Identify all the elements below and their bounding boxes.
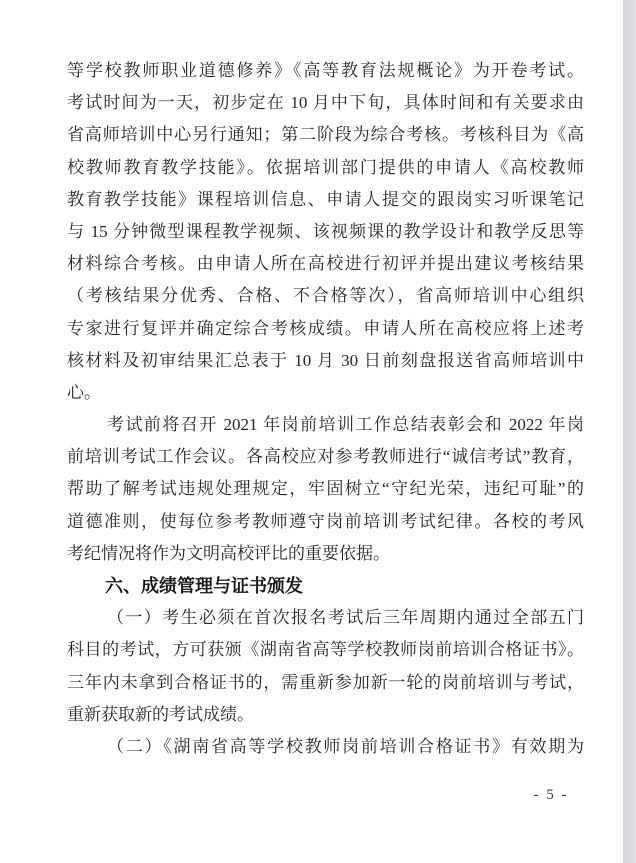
text-line: 考试时间为一天，初步定在 10 月中下旬，具体时间和有关要求由 bbox=[67, 93, 584, 113]
text-line: 重新获取新的考试成绩。 bbox=[67, 704, 254, 724]
text-line: 与 15 分钟微型课程教学视频、该视频课的教学设计和教学反思等 bbox=[67, 221, 584, 241]
text-line: 心。 bbox=[67, 382, 101, 402]
text-line: 校教师教育教学技能》。依据培训部门提供的申请人《高校教师 bbox=[67, 157, 584, 177]
text-line: 等学校教师职业道德修养》《高等教育法规概论》为开卷考试。 bbox=[67, 61, 584, 80]
text-line: （二）《湖南省高等学校教师岗前培训合格证书》有效期为 bbox=[107, 736, 584, 756]
text-line: 省高师培训中心另行通知；第二阶段为综合考核。考核科目为《高 bbox=[67, 125, 584, 145]
text-line: 材料综合考核。由申请人所在高校进行初评并提出建议考核结果 bbox=[67, 254, 584, 274]
text-line: 核材料及初审结果汇总表于 10 月 30 日前刻盘报送省高师培训中 bbox=[67, 350, 584, 370]
text-line: 前培训考试工作会议。各高校应对参考教师进行“诚信考试”教育， bbox=[67, 447, 584, 467]
text-line: 专家进行复评并确定综合考核成绩。申请人所在高校应将上述考 bbox=[67, 318, 584, 338]
text-line: 道德准则，使每位参考教师遵守岗前培训考试纪律。各校的考风 bbox=[67, 511, 584, 531]
text-line: 考纪情况将作为文明高校评比的重要依据。 bbox=[67, 543, 390, 563]
text-line: 科目的考试，方可获颁《湖南省高等学校教师岗前培训合格证书》。 bbox=[67, 640, 584, 660]
text-line: （考核结果分优秀、合格、不合格等次），省高师培训中心组织 bbox=[67, 286, 584, 306]
text-line: 三年内未拿到合格证书的，需重新参加新一轮的岗前培训与考试， bbox=[67, 672, 584, 692]
scan-edge-shadow bbox=[623, 0, 636, 863]
text-line: （一）考生必须在首次报名考试后三年周期内通过全部五门 bbox=[107, 608, 584, 628]
text-line: 考试前将召开 2021 年岗前培训工作总结表彰会和 2022 年岗 bbox=[107, 415, 584, 435]
text-line: 帮助了解考试违规处理规定，牢固树立“守纪光荣，违纪可耻”的 bbox=[67, 479, 584, 499]
document-body bbox=[67, 55, 584, 763]
section-heading: 六、成绩管理与证书颁发 bbox=[105, 576, 303, 596]
page-number: - 5 - bbox=[533, 787, 569, 803]
text-line: 教育教学技能》课程培训信息、申请人提交的跟岗实习听课笔记 bbox=[67, 189, 584, 209]
